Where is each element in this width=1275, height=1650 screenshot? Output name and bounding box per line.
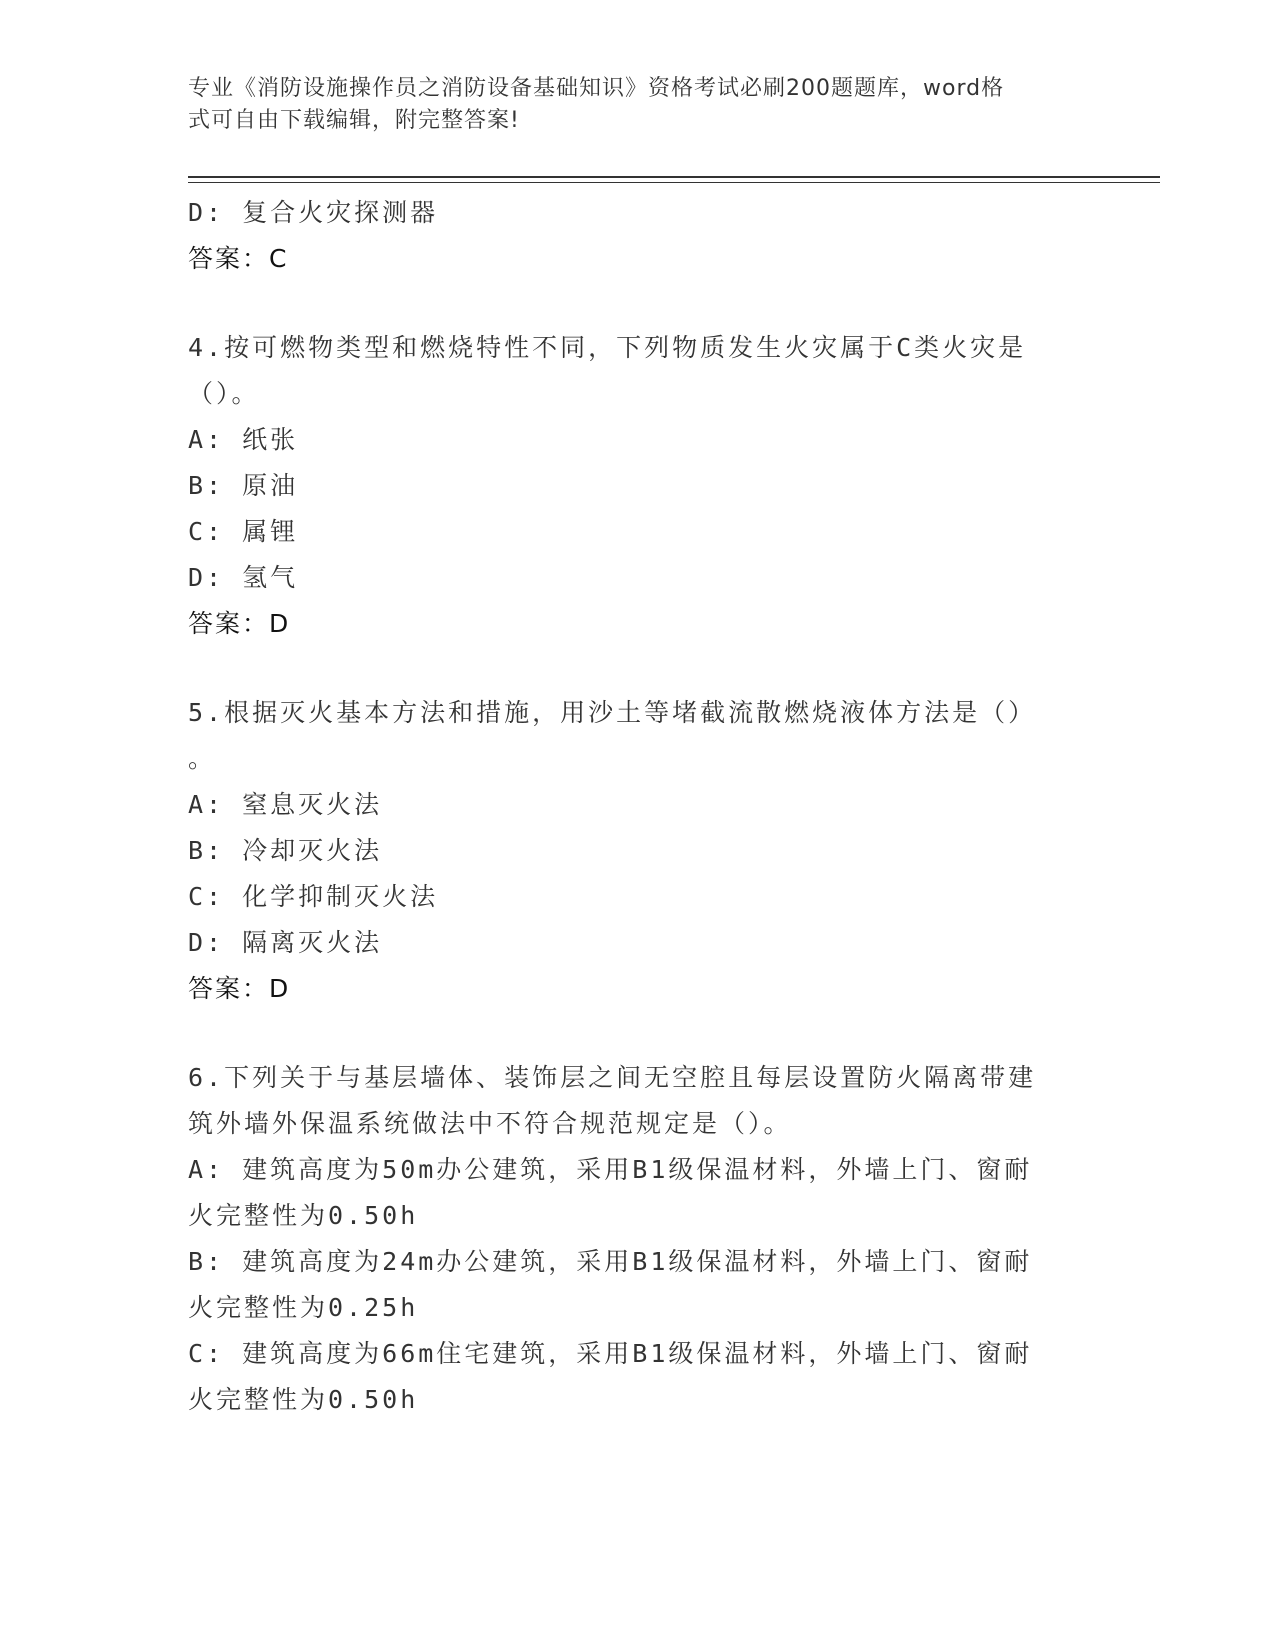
question-stem: 5.根据灭火基本方法和措施，用沙土等堵截流散燃烧液体方法是（）: [188, 698, 1037, 727]
option-c: C: 建筑高度为66m住宅建筑，采用B1级保温材料，外墙上门、窗耐: [188, 1339, 1033, 1368]
option-a-cont: 火完整性为0.50h: [188, 1201, 419, 1230]
answer-line: 答案：C: [188, 244, 289, 273]
question-stem-cont: 。: [188, 744, 217, 773]
header-title-line2: 式可自由下载编辑，附完整答案!: [188, 108, 520, 133]
option-b: B: 建筑高度为24m办公建筑，采用B1级保温材料，外墙上门、窗耐: [188, 1247, 1033, 1276]
option-c: C: 化学抑制灭火法: [188, 882, 439, 911]
option-a: A: 窒息灭火法: [188, 790, 383, 819]
option-d: D: 氢气: [188, 563, 299, 592]
option-d: D: 隔离灭火法: [188, 928, 383, 957]
option-b: B: 原油: [188, 471, 299, 500]
question-stem: 6.下列关于与基层墙体、装饰层之间无空腔且每层设置防火隔离带建: [188, 1063, 1037, 1092]
question-4: [188, 325, 1068, 647]
option-a: A: 纸张: [188, 425, 299, 454]
answer-line: 答案：D: [188, 609, 291, 638]
option-b: B: 冷却灭火法: [188, 836, 383, 865]
header-divider-thin: [188, 182, 1160, 183]
question-5: [188, 690, 1068, 1012]
option-c-cont: 火完整性为0.50h: [188, 1385, 419, 1414]
question-6: [188, 1055, 1068, 1423]
option-d: D: 复合火灾探测器: [188, 198, 439, 227]
question-list: [188, 190, 1068, 1423]
question-stem: 4.按可燃物类型和燃烧特性不同，下列物质发生火灾属于C类火灾是: [188, 333, 1027, 362]
question-stem-cont: 筑外墙外保温系统做法中不符合规范规定是（）。: [188, 1109, 792, 1138]
option-a: A: 建筑高度为50m办公建筑，采用B1级保温材料，外墙上门、窗耐: [188, 1155, 1033, 1184]
answer-line: 答案：D: [188, 974, 291, 1003]
question-3-tail: [188, 190, 1068, 282]
question-stem-cont: （）。: [188, 379, 260, 408]
header-title-line1: 专业《消防设施操作员之消防设备基础知识》资格考试必刷200题题库，word格: [188, 76, 1005, 101]
header-divider-thick: [188, 176, 1160, 178]
option-b-cont: 火完整性为0.25h: [188, 1293, 419, 1322]
option-c: C: 属锂: [188, 517, 299, 546]
document-header: [188, 73, 1068, 137]
